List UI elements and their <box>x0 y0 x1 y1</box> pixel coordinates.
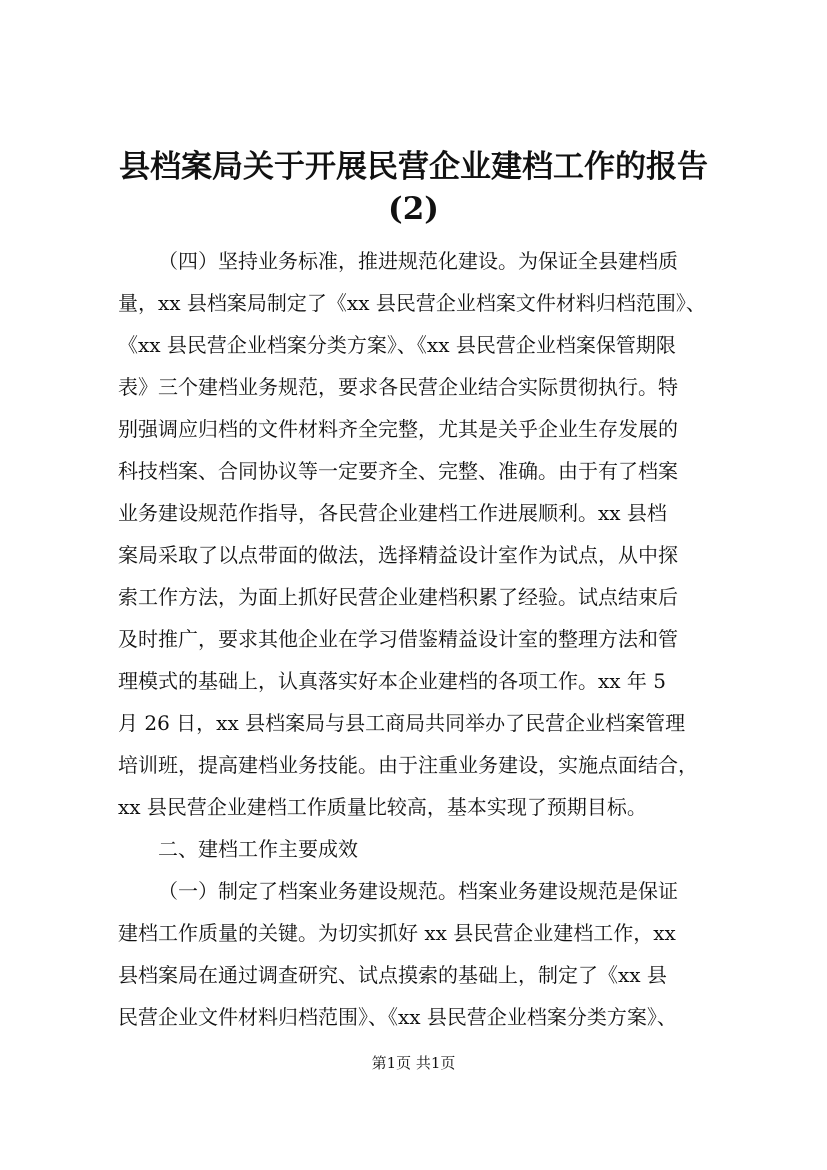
body-line: 民营企业文件材料归档范围》、《xx 县民营企业档案分类方案》、 <box>118 1005 677 1029</box>
body-line: （一）制定了档案业务建设规范。档案业务建设规范是保证 <box>158 879 678 903</box>
body-line: 表》三个建档业务规范，要求各民营企业结合实际贯彻执行。特 <box>118 375 678 399</box>
body-line: （四）坚持业务标准，推进规范化建设。为保证全县建档质 <box>158 249 678 273</box>
body-line: 月 26 日，xx 县档案局与县工商局共同举办了民营企业档案管理 <box>118 711 686 735</box>
body-line: 《xx 县民营企业档案分类方案》、《xx 县民营企业档案保管期限 <box>118 333 676 357</box>
body-line: 县档案局在通过调查研究、试点摸索的基础上，制定了《xx 县 <box>118 963 667 987</box>
body-line: 索工作方法，为面上抓好民营企业建档积累了经验。试点结束后 <box>118 585 678 609</box>
body-line: xx 县民营企业建档工作质量比较高，基本实现了预期目标。 <box>118 795 647 819</box>
section-heading: 二、建档工作主要成效 <box>158 837 358 861</box>
body-line: 科技档案、合同协议等一定要齐全、完整、准确。由于有了档案 <box>118 459 678 483</box>
body-line: 建档工作质量的关键。为切实抓好 xx 县民营企业建档工作，xx <box>118 921 676 945</box>
body-line: 量，xx 县档案局制定了《xx 县民营企业档案文件材料归档范围》、 <box>118 291 706 315</box>
body-line: 别强调应归档的文件材料齐全完整，尤其是关乎企业生存发展的 <box>118 417 678 441</box>
document-title <box>100 146 727 230</box>
page-footer: 第1页 共1页 <box>371 1054 456 1072</box>
document-body <box>118 240 718 1038</box>
title-line-1: 县档案局关于开展民营企业建档工作的报告 <box>119 149 708 185</box>
title-line-2: (2) <box>388 191 439 227</box>
body-line: 培训班，提高建档业务技能。由于注重业务建设，实施点面结合， <box>118 753 698 777</box>
body-line: 理模式的基础上，认真落实好本企业建档的各项工作。xx 年 5 <box>118 669 666 693</box>
body-line: 业务建设规范作指导，各民营企业建档工作进展顺利。xx 县档 <box>118 501 667 525</box>
body-line: 案局采取了以点带面的做法，选择精益设计室作为试点，从中探 <box>118 543 678 567</box>
body-line: 及时推广，要求其他企业在学习借鉴精益设计室的整理方法和管 <box>118 627 678 651</box>
